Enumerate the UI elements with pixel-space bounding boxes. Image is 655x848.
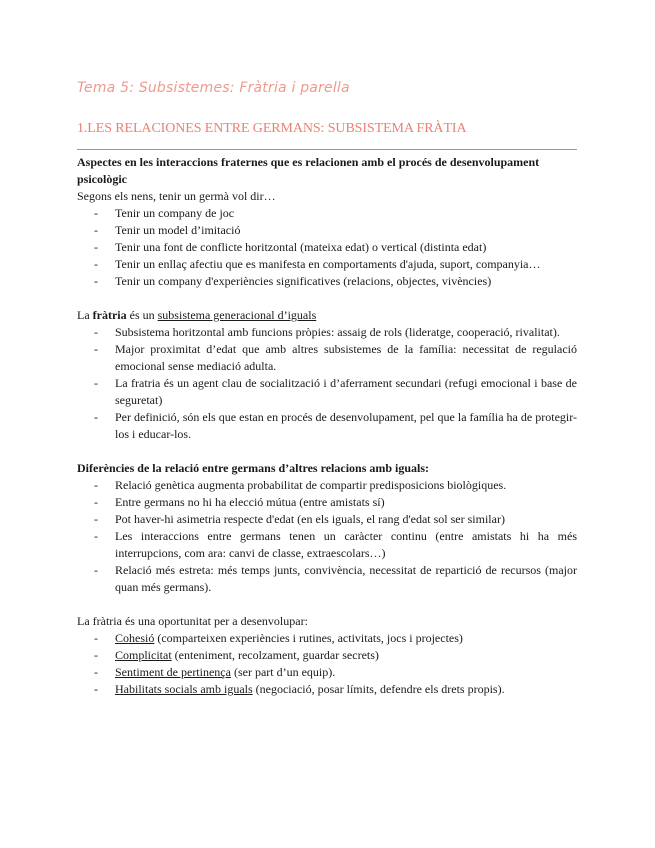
document-body <box>77 154 577 698</box>
block4-intro: La fràtria és una oportunitat per a desenvolupar: <box>77 614 308 628</box>
block3-heading: Diferències de la relació entre germans d’altres relacions amb iguals: <box>77 461 430 475</box>
list-item: - Pot haver-hi asimetria respecte d'edat (en els iguals, el rang d'edat sol ser similar) <box>77 511 577 528</box>
block1-list <box>77 205 577 290</box>
block1-heading: Aspectes en les interaccions fraternes que es relacionen amb el procés de desenvolupament psicològic <box>77 155 540 186</box>
list-text: (ser part d’un equip). <box>230 665 336 679</box>
list-text: (negociació, posar límits, defendre els drets propis). <box>252 682 505 696</box>
list-term: Habilitats socials amb iguals <box>115 682 253 696</box>
list-item: - Entre germans no hi ha elecció mútua (entre amistats sí) <box>77 494 577 511</box>
list-item: - Tenir un enllaç afectiu que es manifesta en comportaments d'ajuda, suport, companyia… <box>77 256 577 273</box>
block3-list <box>77 477 577 596</box>
document-title: Tema 5: Subsistemes: Fràtria i parella <box>77 80 350 96</box>
list-term: Sentiment de pertinença <box>115 665 231 679</box>
list-text: (comparteixen experiències i rutines, activitats, jocs i projectes) <box>154 631 463 645</box>
list-item <box>77 664 577 681</box>
list-item: - Per definició, són els que estan en procés de desenvolupament, pel que la família ha de protegir-los i educar-los. <box>77 409 577 443</box>
intro-text: és un <box>126 308 158 322</box>
list-item: - La fratria és un agent clau de socialització i d’aferrament secundari (refugi emocional i base de seguretat) <box>77 375 577 409</box>
list-item: - Relació més estreta: més temps junts, convivència, necessitat de repartició de recursos (major quan més germans). <box>77 562 577 596</box>
list-item <box>77 647 577 664</box>
title-divider <box>77 149 577 150</box>
block2-list <box>77 324 577 443</box>
intro-text: La <box>77 308 93 322</box>
list-item: - Les interaccions entre germans tenen un caràcter continu (entre amistats hi ha més interrupcions, com ara: canvi de classe, extraescolars…) <box>77 528 577 562</box>
list-text: (enteniment, recolzament, guardar secrets) <box>171 648 379 662</box>
block4-list <box>77 630 577 698</box>
list-item: - Tenir un company d'experiències significatives (relacions, objectes, vivències) <box>77 273 577 290</box>
block1-intro: Segons els nens, tenir un germà vol dir… <box>77 189 276 203</box>
list-item <box>77 630 577 647</box>
fratria-term: fràtria <box>92 308 127 322</box>
list-item: - Tenir un company de joc <box>77 205 577 222</box>
section-title: 1.LES RELACIONES ENTRE GERMANS: SUBSISTEMA FRÀTIA <box>77 121 467 136</box>
list-term: Complicitat <box>115 648 172 662</box>
list-item: - Major proximitat d’edat que amb altres subsistemes de la família: necessitat de regulació emocional sense mediació adulta. <box>77 341 577 375</box>
subsystem-term: subsistema generacional d’iguals <box>157 308 317 322</box>
list-item: - Tenir un model d’imitació <box>77 222 577 239</box>
block2-intro <box>77 307 577 324</box>
list-item: - Relació genètica augmenta probabilitat de compartir predisposicions biològiques. <box>77 477 577 494</box>
list-item <box>77 681 577 698</box>
list-item: - Subsistema horitzontal amb funcions pròpies: assaig de rols (lideratge, cooperació, rivalitat). <box>77 324 577 341</box>
list-item: - Tenir una font de conflicte horitzontal (mateixa edat) o vertical (distinta edat) <box>77 239 577 256</box>
list-term: Cohesió <box>115 631 155 645</box>
